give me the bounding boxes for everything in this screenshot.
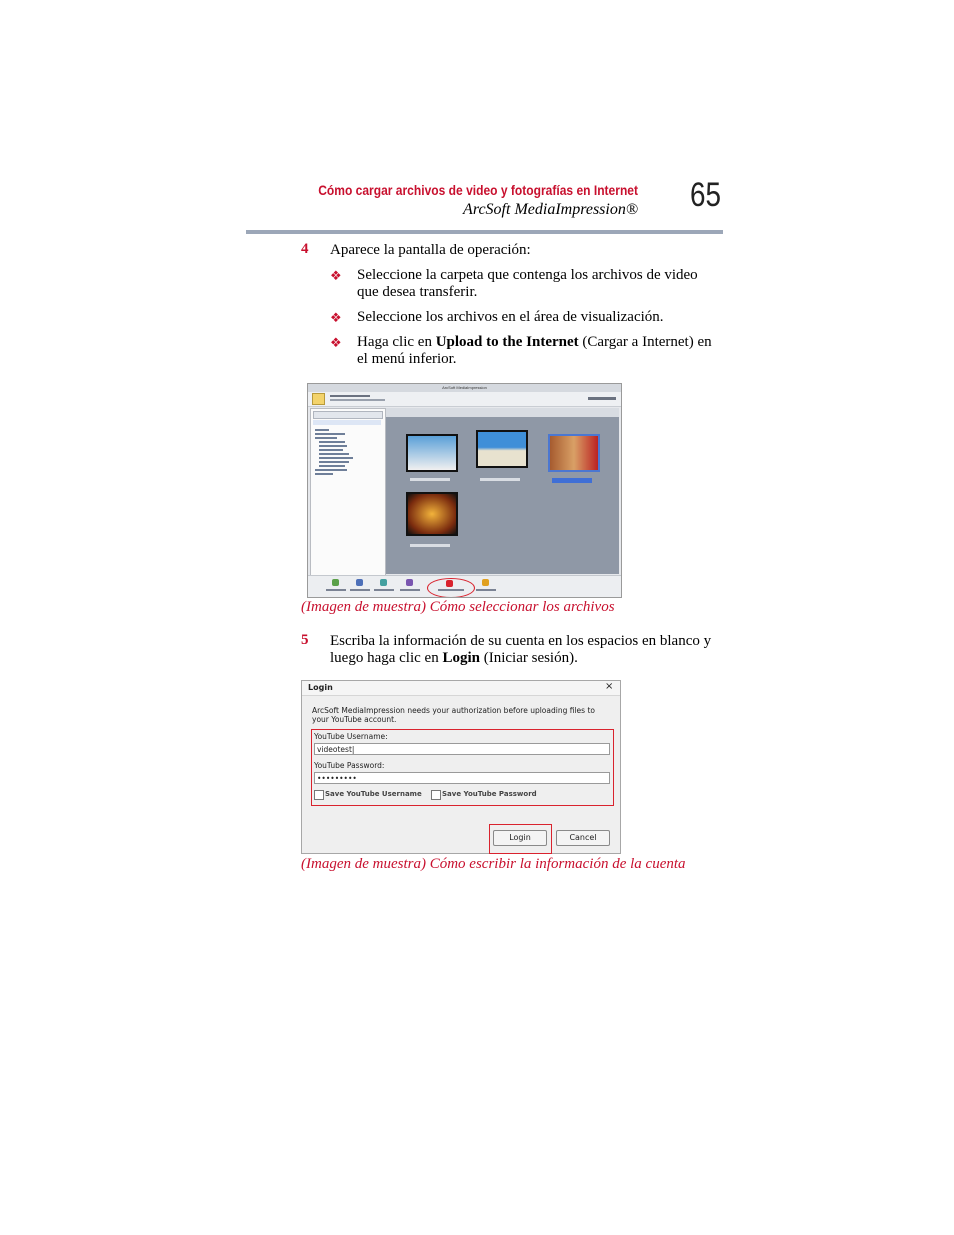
bullet-icon: ❖: [330, 310, 342, 325]
media-display-area: [386, 408, 619, 574]
media-thumbnail[interactable]: [476, 430, 528, 468]
login-dialog: [301, 680, 621, 854]
save-password-label: Save YouTube Password: [442, 790, 537, 798]
figure-1-caption: (Imagen de muestra) Cómo seleccionar los archivos: [301, 599, 615, 615]
up-arrow-icon: [312, 393, 325, 405]
bullet-icon: ❖: [330, 335, 342, 350]
dialog-title: Login: [308, 683, 333, 692]
help-link: [588, 397, 616, 400]
view-toolbar: [386, 408, 619, 417]
menu-label: [326, 589, 346, 591]
toolbar-text-line: [330, 395, 370, 397]
web-icon[interactable]: [356, 579, 363, 586]
tree-item: [319, 465, 345, 467]
print-icon[interactable]: [332, 579, 339, 586]
tree-item: [319, 461, 349, 463]
running-header-subtitle: ArcSoft MediaImpression®: [463, 201, 638, 218]
save-username-checkbox[interactable]: [314, 790, 324, 800]
password-label: YouTube Password:: [314, 761, 385, 770]
tree-item: [315, 429, 329, 431]
window-title: ArcSoft MediaImpression: [308, 384, 621, 392]
tree-item: [319, 441, 345, 443]
media-thumbnail[interactable]: [406, 434, 458, 472]
page-number: 65: [690, 176, 722, 214]
tree-item: [319, 445, 347, 447]
top-toolbar: [308, 392, 621, 407]
thumbnail-label-selected: [552, 478, 592, 483]
save-password-checkbox[interactable]: [431, 790, 441, 800]
header-rule: [246, 230, 723, 234]
tree-item: [315, 469, 347, 471]
menu-label: [400, 589, 420, 591]
dialog-titlebar: [302, 681, 620, 696]
video-icon[interactable]: [406, 579, 413, 586]
step-4-bullet-1: Seleccione la carpeta que contenga los archivos de video que desea transferir.: [357, 267, 698, 300]
tree-item: [315, 433, 345, 435]
media-thumbnail-selected[interactable]: [548, 434, 600, 472]
thumbnail-label: [480, 478, 520, 481]
menu-label: [350, 589, 370, 591]
folder-tree-panel: [310, 408, 386, 576]
step-4-bullet-2: Seleccione los archivos en el área de visualización.: [357, 309, 664, 325]
step-number-4: 4: [301, 241, 309, 257]
step-5-text: Escriba la información de su cuenta en los espacios en blanco y luego haga clic en Login (Iniciar sesión).: [330, 633, 712, 666]
login-term: Login: [442, 650, 480, 666]
tree-item: [315, 473, 333, 475]
upload-to-internet-term: Upload to the Internet: [435, 334, 579, 350]
tree-item: [319, 453, 349, 455]
easy-icon[interactable]: [482, 579, 489, 586]
mediaimpression-screenshot: [307, 383, 622, 598]
step-number-5: 5: [301, 632, 309, 648]
toolbar-text-line: [330, 399, 385, 401]
tree-item: [319, 449, 343, 451]
thumbnail-label: [410, 478, 450, 481]
figure-2-caption: (Imagen de muestra) Cómo escribir la información de la cuenta: [301, 856, 686, 872]
close-icon[interactable]: ×: [605, 681, 614, 692]
username-label: YouTube Username:: [314, 732, 388, 741]
upload-highlight-ring: [427, 578, 475, 598]
media-icon[interactable]: [380, 579, 387, 586]
bullet-icon: ❖: [330, 268, 342, 283]
bottom-menu: [308, 575, 621, 598]
menu-label: [476, 589, 496, 591]
step-4-text: Aparece la pantalla de operación:: [330, 242, 531, 258]
dialog-description: ArcSoft MediaImpression needs your authorization before uploading files to your YouTube account.: [312, 706, 595, 724]
tree-item: [319, 457, 353, 459]
save-username-label: Save YouTube Username: [325, 790, 422, 798]
thumbnail-label: [410, 544, 450, 547]
running-header-title: Cómo cargar archivos de video y fotografías en Internet: [318, 182, 638, 198]
media-thumbnail[interactable]: [406, 492, 458, 536]
menu-label: [374, 589, 394, 591]
password-input[interactable]: •••••••••: [314, 772, 610, 784]
cancel-button[interactable]: Cancel: [556, 830, 610, 846]
folder-selector: [313, 420, 381, 425]
username-input[interactable]: videotest|: [314, 743, 610, 755]
login-button[interactable]: Login: [493, 830, 547, 846]
tree-item: [315, 437, 337, 439]
step-4-bullet-3: Haga clic en Upload to the Internet (Cargar a Internet) en el menú inferior.: [357, 334, 712, 367]
folder-dropdown: [313, 411, 383, 419]
